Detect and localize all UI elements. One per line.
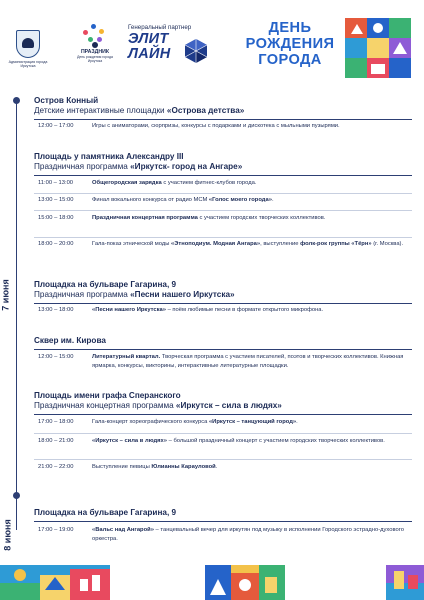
event-time: 12:00 – 17:00 xyxy=(38,123,74,129)
event-description: , выступление xyxy=(260,241,301,247)
fireworks-icon xyxy=(79,22,111,48)
event-highlight: Литературный квартал. xyxy=(92,354,161,360)
event-description: (г. Москва). xyxy=(371,241,404,247)
event-highlight: «Песни нашего Иркутска» xyxy=(92,307,166,313)
program-text: Праздничная программа xyxy=(34,290,131,299)
section-divider xyxy=(34,414,412,415)
event-time: 17:00 – 18:00 xyxy=(38,419,74,425)
timeline-dot xyxy=(13,97,20,104)
venue-section xyxy=(34,391,414,411)
row-divider xyxy=(34,433,412,434)
venue-program xyxy=(34,401,414,411)
program-text: Праздничная концертная программа xyxy=(34,401,176,410)
city-logo-caption: Администрация города Иркутска xyxy=(8,60,48,69)
footer-art-middle-icon xyxy=(205,565,285,600)
festival-logo xyxy=(75,22,115,63)
event-punctuation: . xyxy=(296,419,298,425)
venue-name: Площадка на бульваре Гагарина, 9 xyxy=(34,280,177,289)
event-highlight: Юлианны Карауловой xyxy=(151,464,216,470)
date-label-first: 7 июня xyxy=(0,279,11,311)
event-text xyxy=(92,214,410,223)
program-name: «Песни нашего Иркутска» xyxy=(130,290,235,299)
timeline-dot xyxy=(13,492,20,499)
program-text: Праздничная программа xyxy=(34,162,131,171)
section-divider xyxy=(34,119,412,120)
event-highlight: Праздничная концертная программа xyxy=(92,215,198,221)
event-time: 15:00 – 18:00 xyxy=(38,215,74,221)
event-text xyxy=(92,353,410,371)
venue-program xyxy=(34,290,414,300)
venue-section xyxy=(34,508,414,518)
venue-name: Площадь имени графа Сперанского xyxy=(34,391,181,400)
section-divider xyxy=(34,175,412,176)
event-time: 12:00 – 15:00 xyxy=(38,354,74,360)
event-highlight: «Голос моего города» xyxy=(208,197,272,203)
event-description: с участием фитнес-клубов города. xyxy=(161,180,257,186)
event-description: – поём любимые песни в формате открытого микрофона. xyxy=(165,307,324,313)
partner-brand-line1: ЭЛИТ xyxy=(128,31,169,47)
event-punctuation: . xyxy=(215,464,218,470)
event-description: Выступление певицы xyxy=(92,464,152,470)
event-description: Творческая программа с участием писателей, поэтов и творческих коллективов. Книжная ярмарка, конкурсы, викторины, интерактивные литературные площадки. xyxy=(92,354,404,369)
event-highlight: фолк-рок группы «Тёрн» xyxy=(300,241,372,247)
event-time: 13:00 – 18:00 xyxy=(38,307,74,313)
festival-logo-name: ПРАЗДНИК xyxy=(80,49,110,55)
section-divider xyxy=(34,349,412,350)
venue-program xyxy=(34,106,414,116)
event-description: Финал вокального конкурса от радио МСМ xyxy=(92,197,209,203)
event-time: 13:00 – 15:00 xyxy=(38,197,74,203)
general-partner-block xyxy=(128,24,208,61)
event-time: 17:00 – 19:00 xyxy=(38,527,74,533)
venue-name: Площадка на бульваре Гагарина, 9 xyxy=(34,508,177,517)
city-coat-of-arms-icon xyxy=(16,30,40,58)
program-text: Детские интерактивные площадки xyxy=(34,106,167,115)
event-text xyxy=(92,418,410,427)
event-time: 21:00 – 22:00 xyxy=(38,464,74,470)
footer-art-left-icon xyxy=(0,565,110,600)
venue-name: Остров Конный xyxy=(34,96,99,105)
timeline-line xyxy=(16,100,17,530)
festival-logo-subtitle: День рождения города Иркутска xyxy=(77,55,113,63)
venue-section xyxy=(34,152,414,172)
event-highlight: «Иркутск – сила в людях» xyxy=(92,438,168,444)
event-description: – танцевальный вечер для иркутян под музыку в исполнении Городского эстрадно-духового оркестра. xyxy=(92,527,404,542)
event-description: с участием городских творческих коллективов. xyxy=(197,215,326,221)
page-title xyxy=(240,20,340,68)
date-label-second: 8 июня xyxy=(2,519,13,551)
program-name: «Иркутск- город на Ангаре» xyxy=(130,162,243,171)
program-name: «Иркутск – сила в людях» xyxy=(175,401,282,410)
event-text xyxy=(92,526,410,544)
event-description: – большой праздничный концерт с участием городских творческих коллективов. xyxy=(167,438,385,444)
page-header xyxy=(0,0,424,90)
event-highlight: «Этноподиум. Модная Ангара» xyxy=(171,241,261,247)
event-time: 18:00 – 20:00 xyxy=(38,241,74,247)
event-text xyxy=(92,179,410,188)
venue-section xyxy=(34,96,414,116)
event-text: Игры с аниматорами, сюрпризы, конкурсы с подарками и дискотека с мыльными пузырями. xyxy=(92,123,340,129)
city-illustration-icon xyxy=(345,18,411,78)
event-punctuation: . xyxy=(271,197,274,203)
event-text xyxy=(92,463,410,472)
city-administration-logo xyxy=(8,30,48,68)
event-highlight: «Иркутск – танцующий город» xyxy=(208,419,297,425)
venue-name: Площадь у памятника Александру III xyxy=(34,152,184,161)
event-highlight: Общегородская зарядка xyxy=(92,180,162,186)
event-time: 18:00 – 21:00 xyxy=(38,438,74,444)
program-name: «Острова детства» xyxy=(166,106,245,115)
title-line-3: ГОРОДА xyxy=(258,52,322,68)
venue-section xyxy=(34,336,414,346)
event-description: Гала-концерт хореографического конкурса xyxy=(92,419,209,425)
row-divider xyxy=(34,459,412,460)
section-divider xyxy=(34,521,412,522)
title-line-1: ДЕНЬ xyxy=(268,20,312,36)
partner-brand-line2: ЛАЙН xyxy=(128,46,171,62)
venue-name: Сквер им. Кирова xyxy=(34,336,106,345)
event-highlight: «Вальс над Ангарой» xyxy=(92,527,154,533)
row-divider xyxy=(34,237,412,238)
row-divider xyxy=(34,210,412,211)
event-text xyxy=(92,196,410,205)
venue-program xyxy=(34,162,414,172)
venue-section xyxy=(34,280,414,300)
event-text xyxy=(92,437,410,446)
event-text xyxy=(92,306,410,315)
row-divider xyxy=(34,193,412,194)
section-divider xyxy=(34,303,412,304)
event-time: 11:00 – 13:00 xyxy=(38,180,74,186)
event-text xyxy=(92,240,410,249)
event-description: Гала-показ этнической моды xyxy=(92,241,172,247)
title-line-2: РОЖДЕНИЯ xyxy=(245,36,335,52)
partner-gem-icon xyxy=(183,38,209,64)
footer-art-right-icon xyxy=(386,565,424,600)
partner-label: Генеральный партнер xyxy=(128,24,192,31)
